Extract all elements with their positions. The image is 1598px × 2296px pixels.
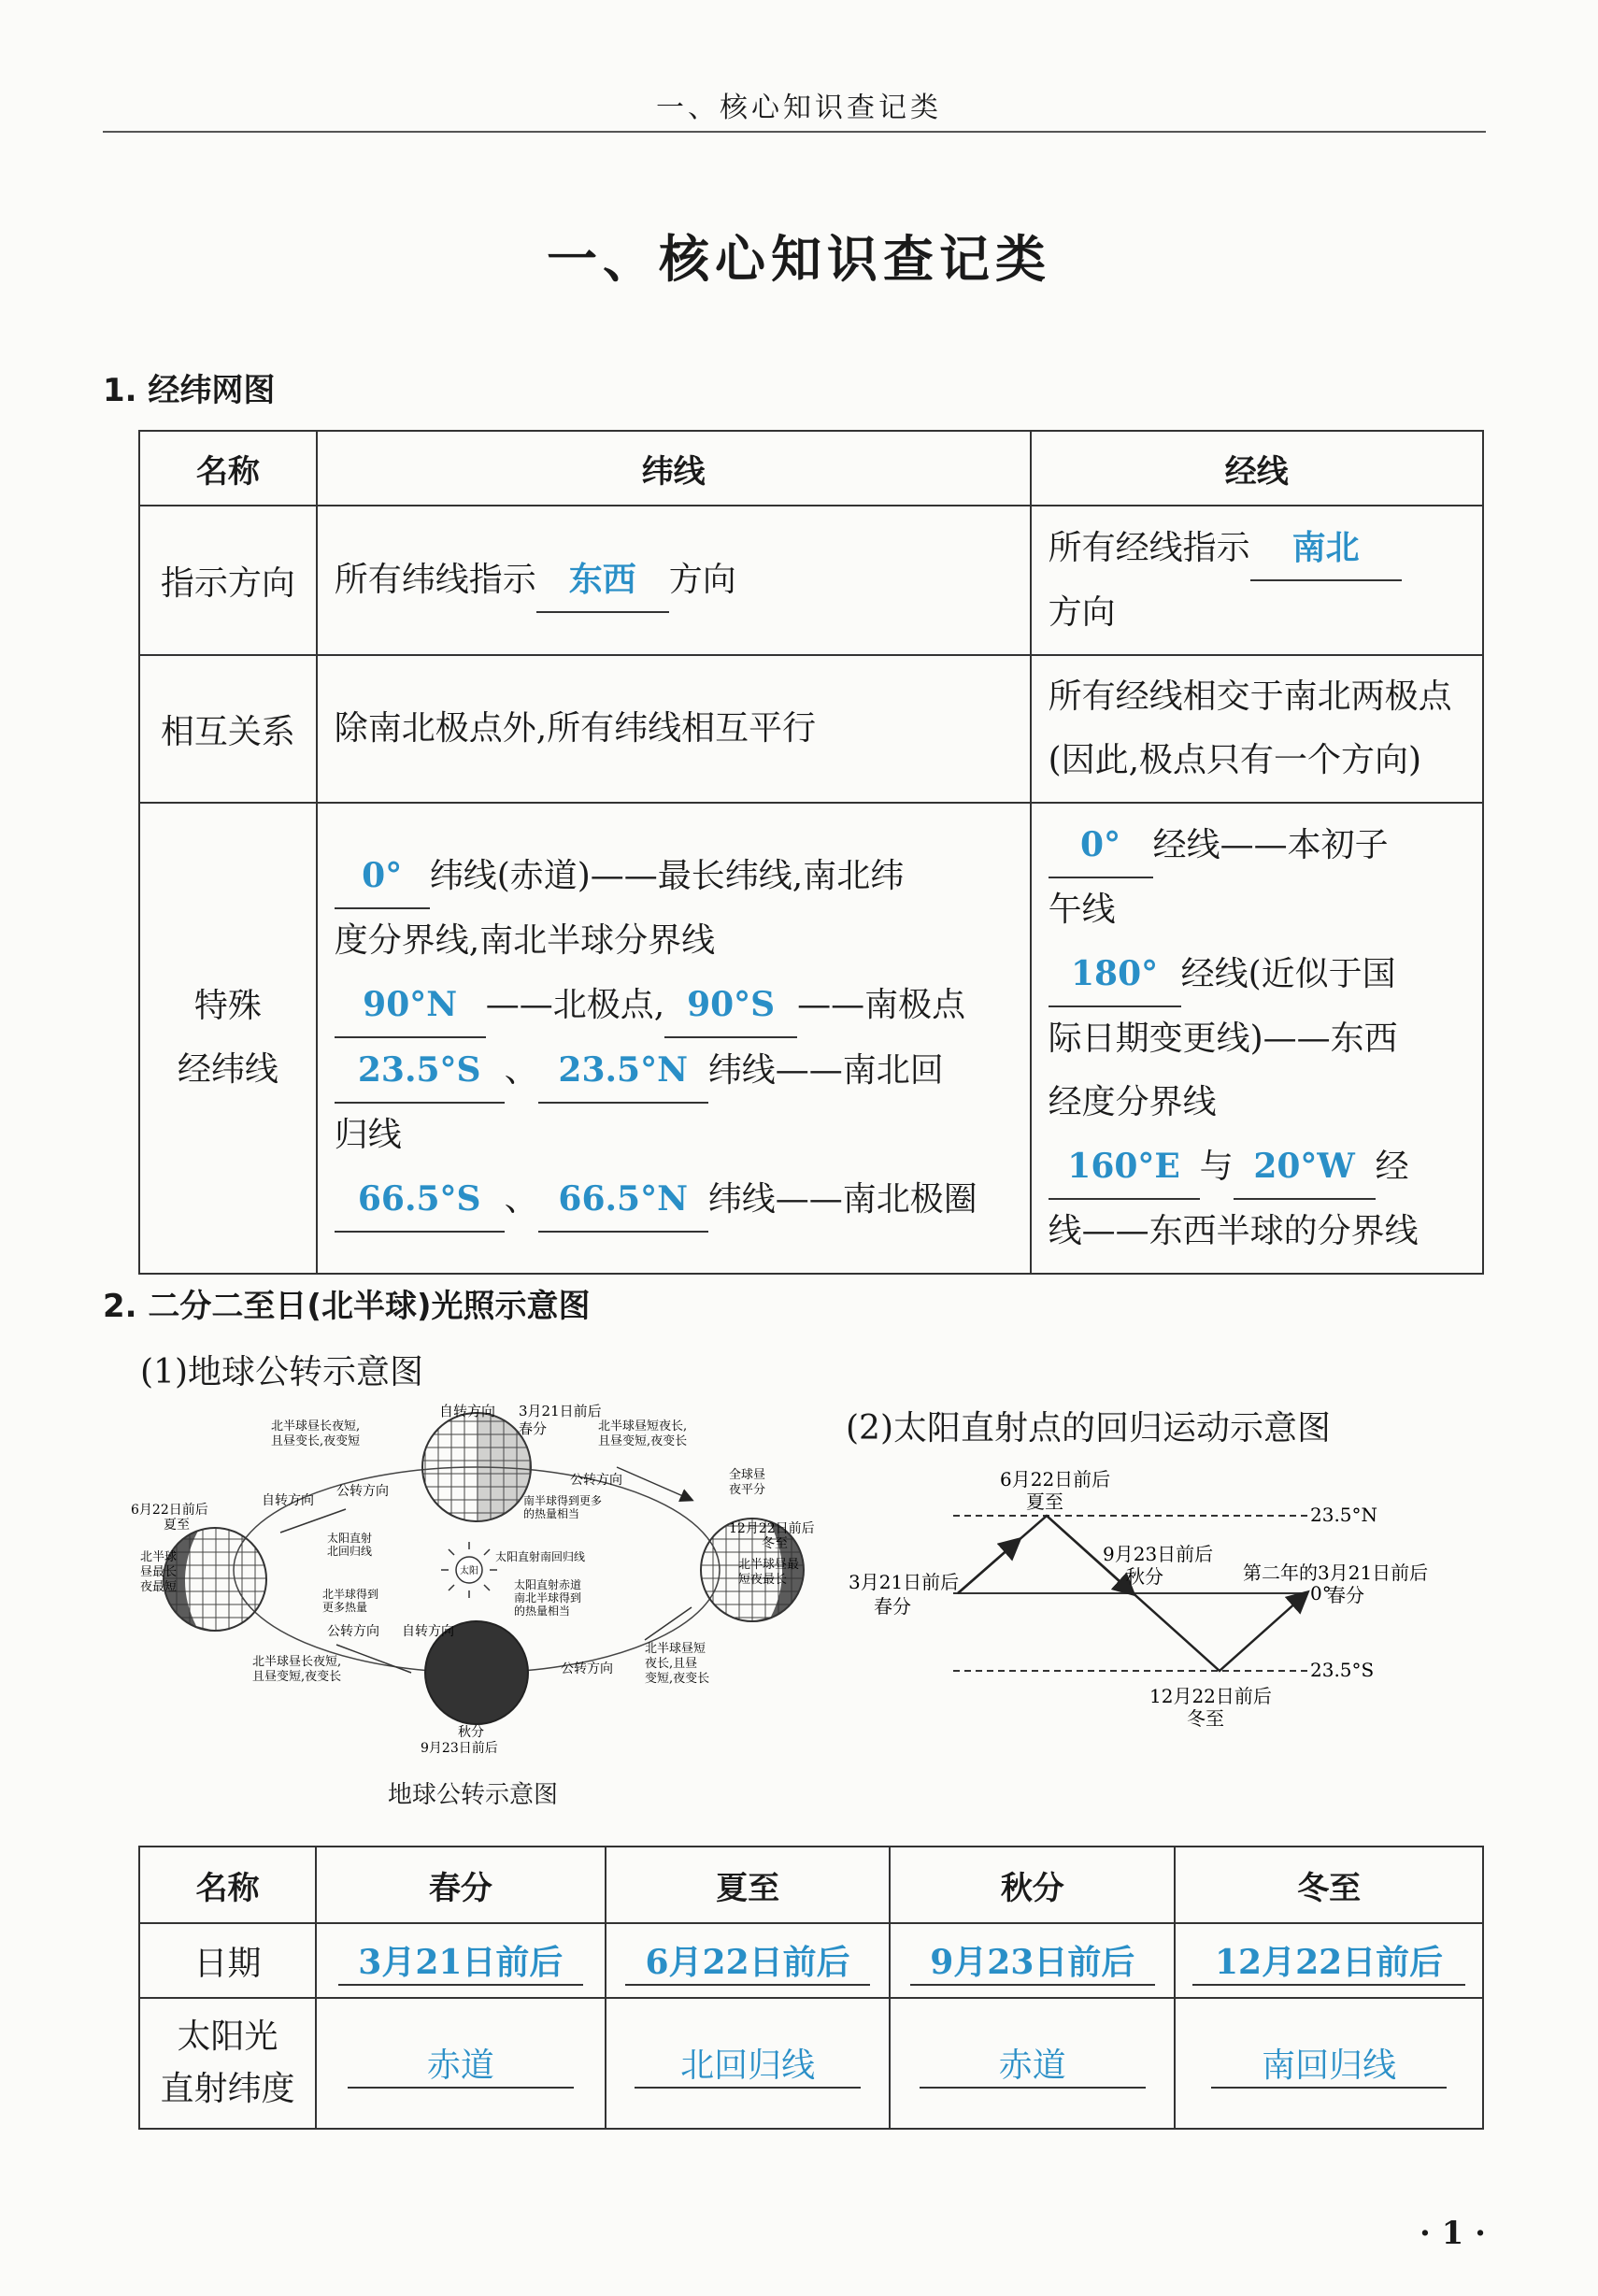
text: 所有经线指示 xyxy=(1048,529,1250,567)
col-header-name: 名称 xyxy=(139,431,317,506)
text: 经线(近似于国 xyxy=(1180,955,1396,993)
spring-date: 3月21日前后 xyxy=(519,1403,602,1419)
note: 南半球得到更多 xyxy=(523,1494,603,1507)
note: 北半球昼短 xyxy=(645,1642,706,1656)
answer-blank: 南北 xyxy=(1250,516,1402,581)
text: 太阳光 xyxy=(177,2018,278,2056)
col-header-autumn: 秋分 xyxy=(890,1847,1175,1923)
row-label-special xyxy=(139,803,317,1274)
note: 北半球 xyxy=(140,1550,178,1564)
autumn-label: 秋分 xyxy=(1126,1565,1163,1588)
rotation-label: 自转方向 xyxy=(402,1624,454,1639)
rotation-label: 自转方向 xyxy=(439,1403,496,1419)
answer-blank: 赤道 xyxy=(920,2039,1146,2089)
col-header-lon: 经线 xyxy=(1031,431,1483,506)
text: (因此,极点只有一个方向) xyxy=(1048,741,1422,779)
header-rule xyxy=(103,131,1486,133)
text: 方向 xyxy=(668,561,736,599)
note: 北半球得到 xyxy=(322,1588,379,1601)
note: 太阳直射赤道 xyxy=(514,1578,582,1591)
fig1-caption: 地球公转示意图 xyxy=(388,1781,559,1809)
note: 全球昼 xyxy=(729,1468,766,1482)
row-label-direction: 指示方向 xyxy=(139,506,317,655)
text: 与 xyxy=(1199,1148,1234,1186)
answer-blank: 180° xyxy=(1049,942,1181,1007)
graticule-table xyxy=(138,430,1484,1275)
sun-label: 太阳 xyxy=(460,1566,478,1576)
text: ——南极点 xyxy=(797,986,966,1024)
text: 度分界线,南北半球分界线 xyxy=(334,921,716,960)
answer-blank: 23.5°S xyxy=(335,1038,505,1104)
col-header-spring: 春分 xyxy=(316,1847,606,1923)
text: 纬线——南北回 xyxy=(707,1051,944,1090)
lat-n-label: 23.5°N xyxy=(1310,1504,1378,1526)
summer-label: 夏至 xyxy=(1026,1490,1063,1513)
autumn-date: 9月23日前后 xyxy=(1103,1543,1214,1565)
answer-blank: 北回归线 xyxy=(635,2039,861,2089)
section2-heading: 2. 二分二至日(北半球)光照示意图 xyxy=(103,1288,591,1325)
rotation-label: 自转方向 xyxy=(262,1493,314,1508)
fig1-subtitle: (1)地球公转示意图 xyxy=(140,1353,423,1391)
lon-relation-cell xyxy=(1031,655,1483,803)
note: 南北半球得到 xyxy=(514,1591,582,1604)
section1-heading: 1. 经纬网图 xyxy=(103,372,276,409)
col-header-summer: 夏至 xyxy=(606,1847,891,1923)
lat-direction-cell xyxy=(317,506,1031,655)
revolution-label: 公转方向 xyxy=(561,1661,613,1676)
text: 直射纬度 xyxy=(160,2070,295,2108)
note: 的热量相当 xyxy=(523,1507,580,1520)
revolution-diagram xyxy=(131,1402,841,1757)
row-label-relation: 相互关系 xyxy=(139,655,317,803)
note: 北半球昼短夜长, xyxy=(598,1419,688,1433)
note: 太阳直射南回归线 xyxy=(495,1550,586,1563)
text: 际日期变更线)——东西 xyxy=(1048,1020,1398,1058)
lat-0-label: 0° xyxy=(1310,1582,1332,1604)
next-spring-date: 第二年的3月21日前后 xyxy=(1243,1562,1429,1584)
note: 北回归线 xyxy=(327,1545,373,1558)
lat-special-cell xyxy=(317,803,1031,1274)
answer-blank: 12月22日前后 xyxy=(1192,1936,1465,1986)
answer-blank: 23.5°N xyxy=(538,1038,708,1104)
row-label-date: 日期 xyxy=(139,1923,316,1998)
note: 的热量相当 xyxy=(514,1604,571,1618)
text: 特殊 xyxy=(193,987,262,1025)
spring-earth-icon xyxy=(422,1413,531,1521)
autumn-date: 9月23日前后 xyxy=(421,1741,498,1756)
answer-blank: 3月21日前后 xyxy=(338,1936,583,1986)
col-header-winter: 冬至 xyxy=(1175,1847,1483,1923)
answer-blank: 160°E xyxy=(1049,1134,1200,1200)
note: 且昼变短,夜变长 xyxy=(598,1434,688,1448)
answer-blank: 20°W xyxy=(1234,1134,1376,1200)
spring-label: 春分 xyxy=(519,1420,548,1437)
lat-relation-cell: 除南北极点外,所有纬线相互平行 xyxy=(317,655,1031,803)
col-header-name: 名称 xyxy=(139,1847,316,1923)
answer-blank: 90°S xyxy=(664,973,797,1038)
note: 更多热量 xyxy=(322,1601,368,1614)
revolution-label: 公转方向 xyxy=(336,1484,389,1499)
revolution-label: 公转方向 xyxy=(570,1473,622,1488)
text: 经 xyxy=(1375,1148,1409,1186)
text: 纬线——南北极圈 xyxy=(707,1180,977,1219)
answer-blank: 0° xyxy=(335,844,430,909)
answer-blank: 东西 xyxy=(536,548,669,613)
note: 昼最长 xyxy=(140,1565,178,1579)
autumn-label: 秋分 xyxy=(458,1725,484,1740)
solstice-table xyxy=(138,1846,1484,2130)
col-header-lat: 纬线 xyxy=(317,431,1031,506)
fig2-subtitle: (2)太阳直射点的回归运动示意图 xyxy=(846,1409,1331,1447)
summer-date: 6月22日前后 xyxy=(1000,1468,1111,1490)
answer-blank: 66.5°S xyxy=(335,1167,505,1233)
page-title: 一、核心知识查记类 xyxy=(547,230,1051,289)
page-number: · 1 · xyxy=(1419,2215,1486,2252)
text: 线——东西半球的分界线 xyxy=(1048,1212,1419,1250)
running-header: 一、核心知识查记类 xyxy=(656,92,942,124)
text: 经纬线 xyxy=(177,1050,278,1089)
note: 北半球昼长夜短, xyxy=(252,1655,342,1669)
answer-blank: 南回归线 xyxy=(1211,2039,1447,2089)
answer-blank: 赤道 xyxy=(348,2039,574,2089)
summer-date: 6月22日前后 xyxy=(131,1503,208,1518)
text: 所有经线相交于南北两极点 xyxy=(1048,677,1452,716)
note: 夜最短 xyxy=(140,1580,178,1594)
sun-icon xyxy=(441,1542,497,1598)
winter-date: 12月22日前后 xyxy=(729,1521,815,1536)
answer-blank: 66.5°N xyxy=(538,1167,708,1233)
note: 夜平分 xyxy=(729,1483,766,1497)
note: 且昼变长,夜变短 xyxy=(271,1434,361,1448)
lat-s-label: 23.5°S xyxy=(1310,1659,1375,1681)
winter-date: 12月22日前后 xyxy=(1149,1685,1272,1707)
winter-label: 冬至 xyxy=(762,1536,788,1551)
revolution-label: 公转方向 xyxy=(327,1624,379,1639)
row-label-latitude xyxy=(139,1998,316,2129)
text: 、 xyxy=(504,1180,538,1219)
note: 北半球昼最 xyxy=(738,1558,800,1572)
summer-label: 夏至 xyxy=(164,1518,190,1533)
text: 纬线(赤道)——最长纬线,南北纬 xyxy=(429,857,905,895)
answer-blank: 90°N xyxy=(335,973,486,1038)
note: 夜长,且昼 xyxy=(645,1657,698,1671)
subsolar-migration-diagram xyxy=(832,1458,1505,1738)
lon-special-cell xyxy=(1031,803,1483,1274)
spring-label: 春分 xyxy=(874,1595,911,1618)
note: 短夜最长 xyxy=(738,1573,788,1587)
spring-date: 3月21日前后 xyxy=(849,1571,960,1593)
answer-blank: 6月22日前后 xyxy=(625,1936,870,1986)
lon-direction-cell xyxy=(1031,506,1483,655)
text: 、 xyxy=(504,1051,538,1090)
note: 北半球昼长夜短, xyxy=(271,1419,361,1433)
summer-earth-icon xyxy=(164,1528,266,1631)
text: 所有纬线指示 xyxy=(334,561,536,599)
answer-blank: 9月23日前后 xyxy=(910,1936,1155,1986)
answer-blank: 0° xyxy=(1049,813,1153,878)
winter-label: 冬至 xyxy=(1187,1707,1224,1730)
text: 归线 xyxy=(334,1116,402,1154)
text: 方向 xyxy=(1048,593,1116,632)
note: 且昼变短,夜变长 xyxy=(252,1670,342,1684)
text: 经线——本初子 xyxy=(1152,826,1389,864)
text: 经度分界线 xyxy=(1048,1083,1217,1121)
next-spring-label: 春分 xyxy=(1327,1584,1364,1606)
note: 变短,夜变长 xyxy=(645,1672,710,1686)
text: 午线 xyxy=(1048,891,1116,929)
note: 太阳直射 xyxy=(327,1532,373,1545)
text: ——北极点, xyxy=(485,986,665,1024)
